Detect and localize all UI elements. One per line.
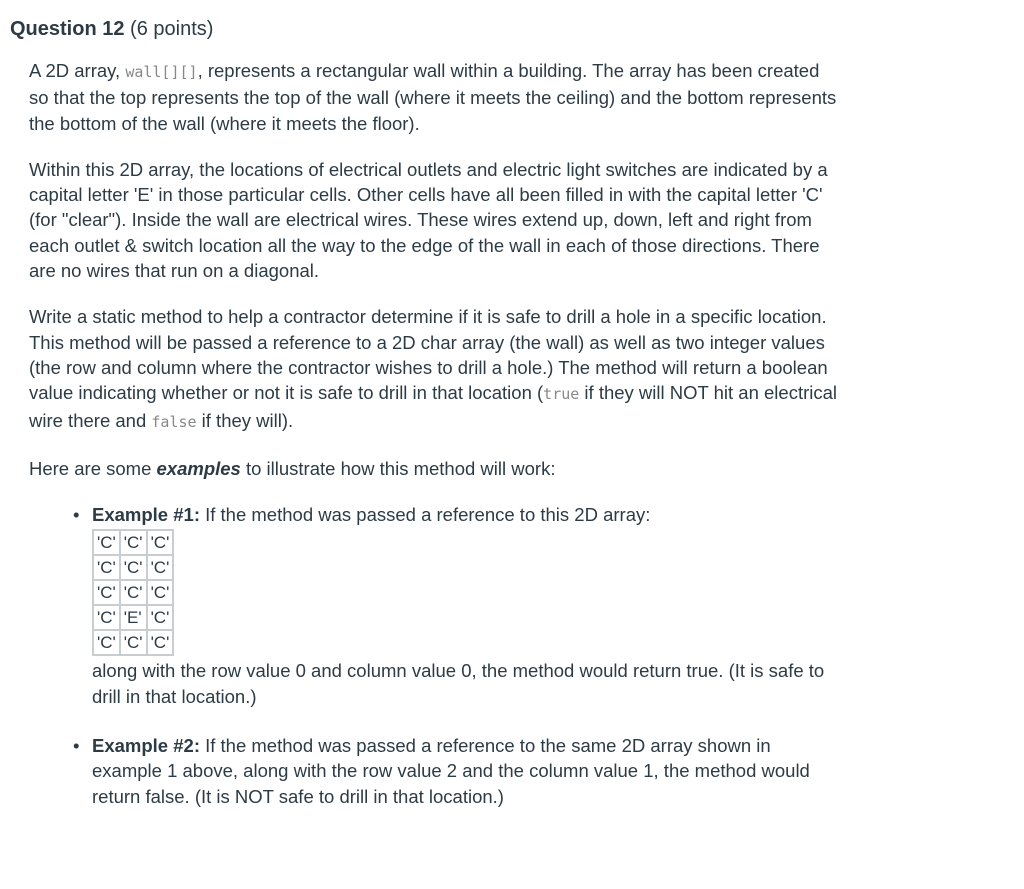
array-cell: 'C' xyxy=(120,580,147,605)
paragraph-intro xyxy=(29,58,844,136)
array-cell: 'C' xyxy=(120,630,147,655)
examples-emphasis: examples xyxy=(156,457,241,479)
question-number: Question 12 xyxy=(10,18,125,40)
array-cell: 'C' xyxy=(147,605,174,630)
question-header xyxy=(10,16,213,42)
array-cell: 'C' xyxy=(147,530,174,555)
array-table xyxy=(92,529,174,656)
array-cell: 'C' xyxy=(120,555,147,580)
array-row xyxy=(93,580,173,605)
array-cell: 'C' xyxy=(147,580,174,605)
bullet-icon: • xyxy=(73,735,80,757)
code-false: false xyxy=(151,412,197,431)
question-body xyxy=(29,58,844,833)
text: , represents a rectangular wall within a building. The array has been created so that the top represents the top of the wall (where it meets the ceiling) and the bottom represents the bottom of the wall (where it meets the floor). xyxy=(29,60,837,134)
paragraph-method xyxy=(29,304,844,434)
bullet-icon: • xyxy=(73,504,80,526)
array-cell: 'E' xyxy=(120,605,147,630)
text: if they will). xyxy=(196,409,294,431)
array-row xyxy=(93,630,173,655)
array-cell: 'C' xyxy=(93,605,120,630)
code-true: true xyxy=(543,385,580,404)
question-points: (6 points) xyxy=(130,18,214,40)
paragraph-examples-intro xyxy=(29,456,844,481)
example-2-title: Example #2: xyxy=(92,735,200,757)
array-cell: 'C' xyxy=(93,530,120,555)
text: A 2D array, xyxy=(29,60,126,81)
array-cell: 'C' xyxy=(147,630,174,655)
example-2 xyxy=(29,733,844,809)
text: if they will NOT hit an electrical wire there and xyxy=(29,382,838,431)
example-1-result: along with the row value 0 and column value 0, the method would return true. (It is safe to drill in that location.) xyxy=(92,660,825,707)
text: to illustrate how this method will work: xyxy=(240,457,556,479)
array-cell: 'C' xyxy=(120,530,147,555)
paragraph-wires: Within this 2D array, the locations of electrical outlets and electric light switches are indicated by a capital letter 'E' in those particular cells. Other cells have all been filled in with the capital letter 'C' (for "clear"). Inside the wall are electrical wires. These wires extend up, down, left and right from each outlet & switch location all the way to the edge of the wall in each of those directions. There are no wires that run on a diagonal. xyxy=(29,158,828,282)
array-row xyxy=(93,530,173,555)
examples-list xyxy=(29,502,844,809)
code-wall: wall[][] xyxy=(125,63,198,81)
array-cell: 'C' xyxy=(93,555,120,580)
array-row xyxy=(93,555,173,580)
example-1-text: If the method was passed a reference to this 2D array: xyxy=(199,504,651,526)
example-1 xyxy=(29,502,844,709)
text: Here are some xyxy=(29,457,157,479)
array-cell: 'C' xyxy=(93,580,120,605)
example-1-title: Example #1: xyxy=(92,504,200,526)
array-cell: 'C' xyxy=(93,630,120,655)
text: Write a static method to help a contractor determine if it is safe to drill a hole in a specific location. This method will be passed a reference to a 2D char array (the wall) as well as two integer values (the row and column where the contractor wishes to drill a hole.) The method will return a boolean value indicating whether or not it is safe to drill in that location ( xyxy=(29,306,828,404)
example-2-text: If the method was passed a reference to the same 2D array shown in example 1 above, along with the row value 2 and the column value 1, the method would return false. (It is NOT safe to drill in that location.) xyxy=(92,735,810,807)
array-cell: 'C' xyxy=(147,555,174,580)
array-row xyxy=(93,605,173,630)
